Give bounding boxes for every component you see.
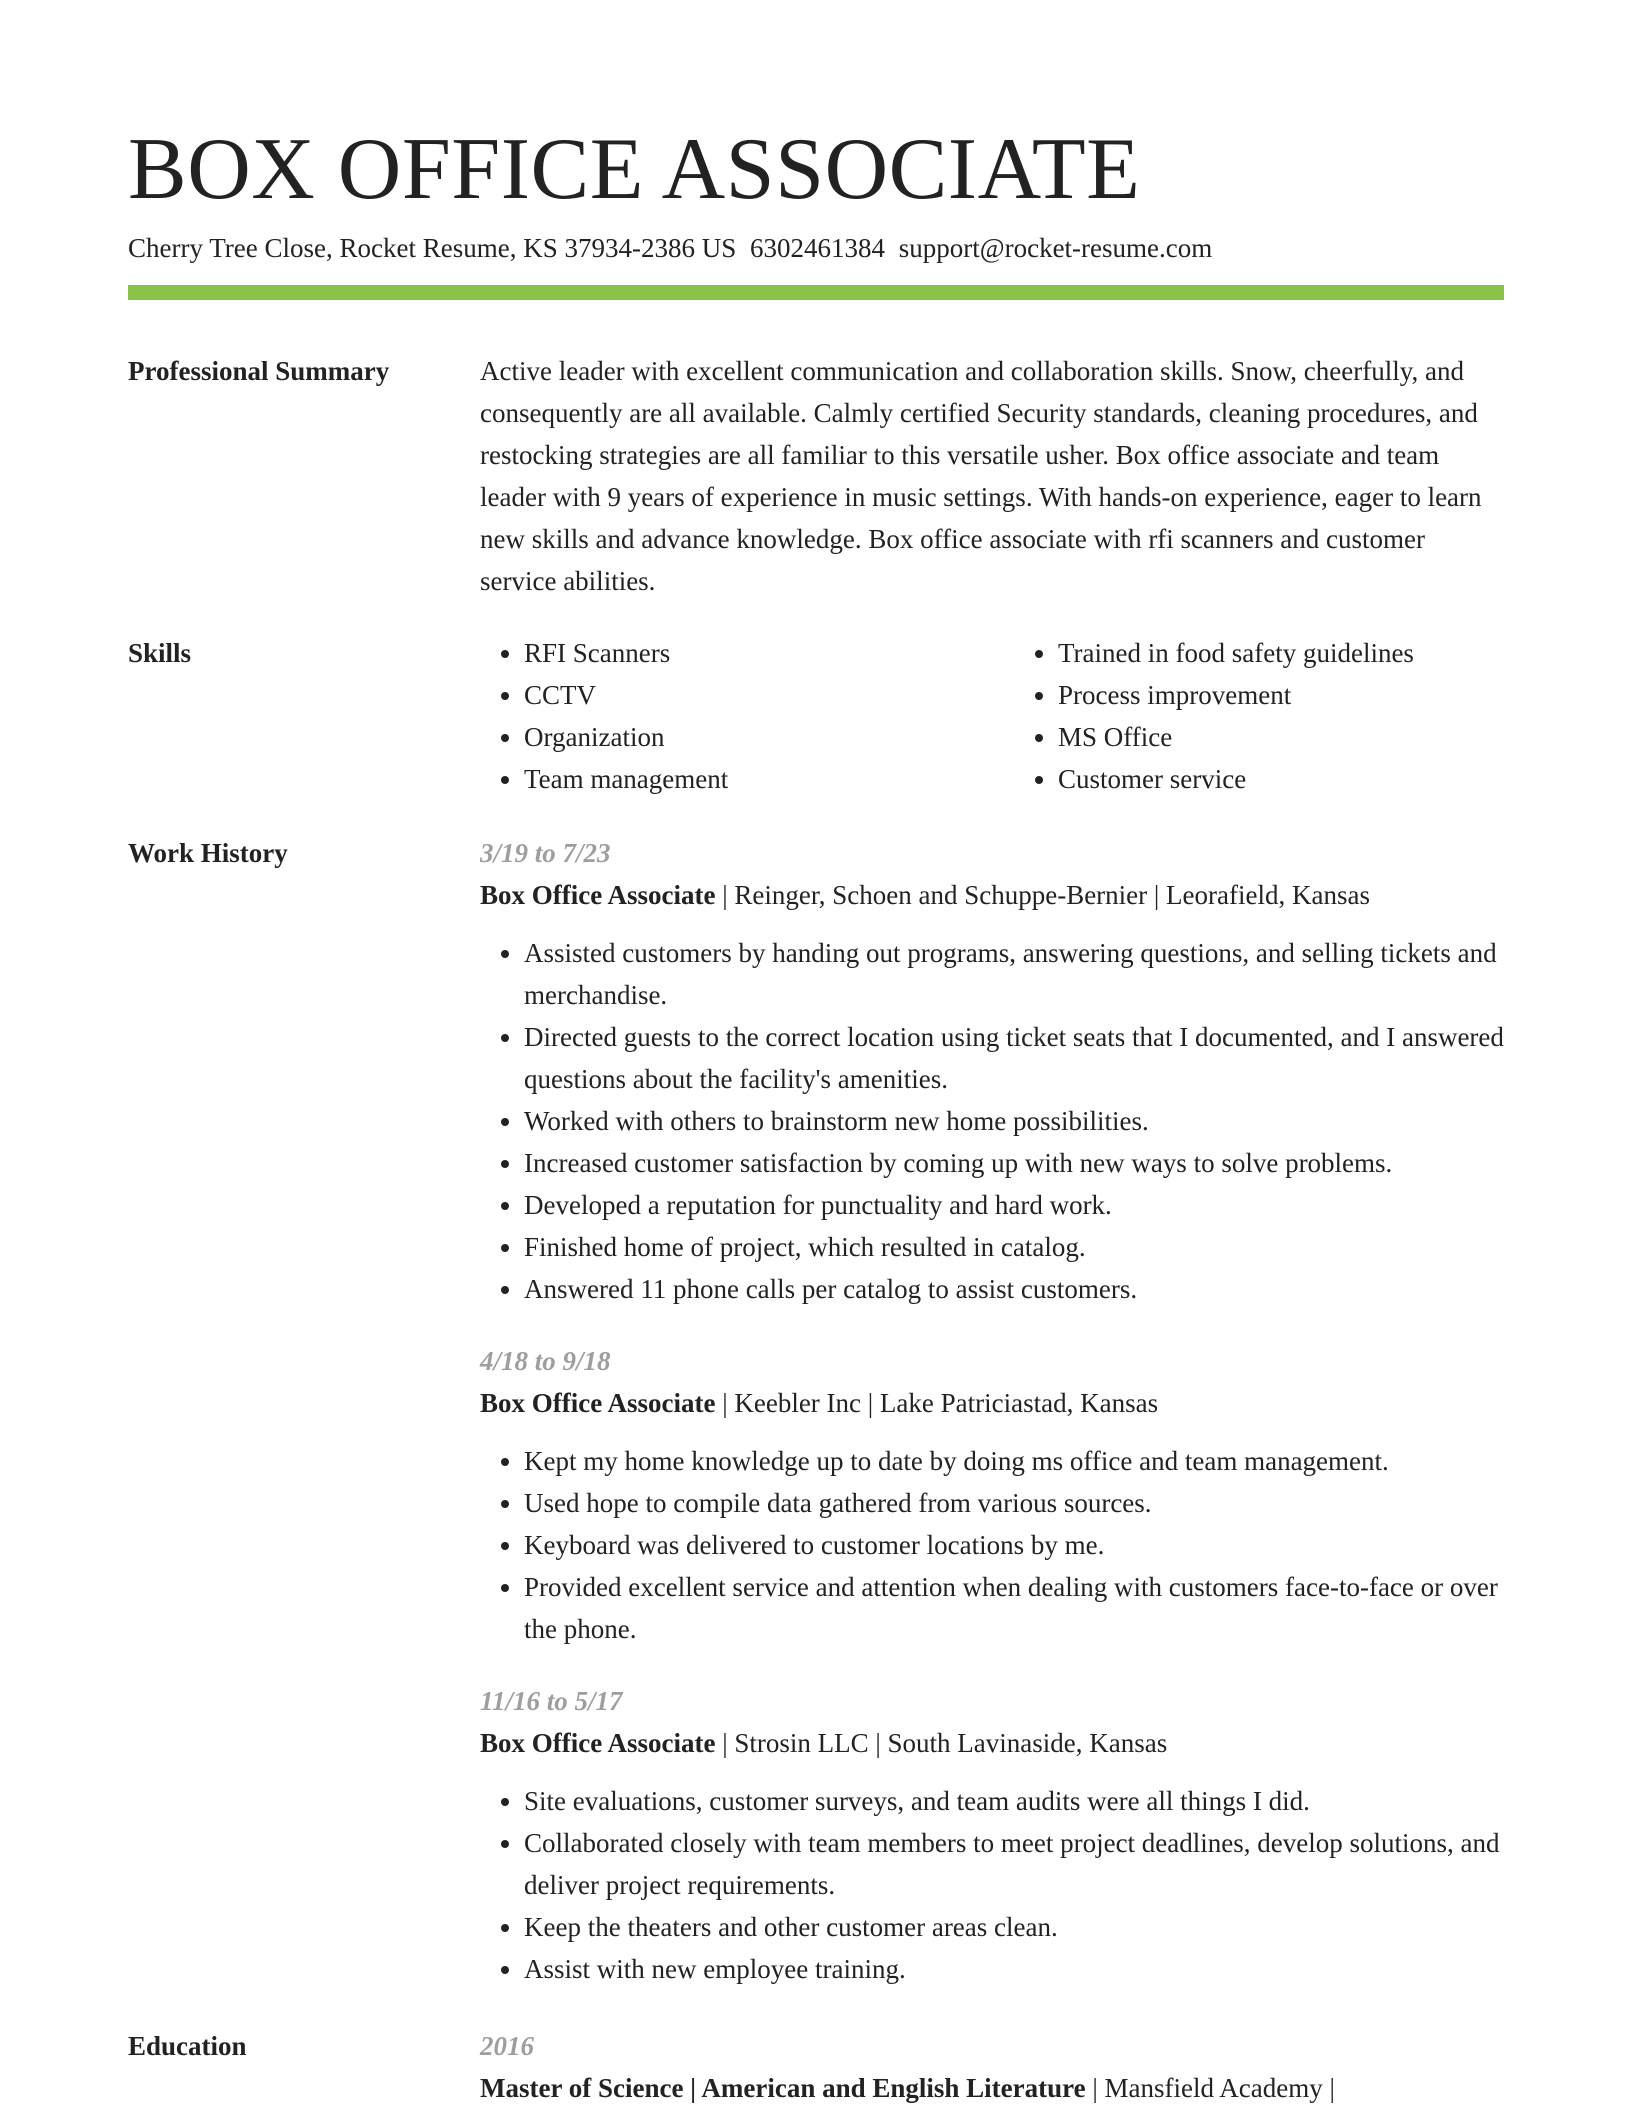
job-details: | Reinger, Schoen and Schuppe-Bernier | Leorafield, Kansas xyxy=(715,880,1370,910)
contact-line xyxy=(128,230,1212,266)
contact-email: support@rocket-resume.com xyxy=(898,233,1213,263)
job-bullet: • Keyboard was delivered to customer locations by me. xyxy=(524,1524,1504,1566)
contact-address: Cherry Tree Close, Rocket Resume, KS 37934-2386 US xyxy=(128,233,737,263)
job-details: | Strosin LLC | South Lavinaside, Kansas xyxy=(715,1728,1168,1758)
skill-item: • Process improvement xyxy=(1058,674,1504,716)
job-bullet: • Site evaluations, customer surveys, and team audits were all things I did. xyxy=(524,1780,1504,1822)
job-bullet: • Assisted customers by handing out programs, answering questions, and selling tickets and merchandise. xyxy=(524,932,1504,1016)
education-heading: Education xyxy=(128,2031,247,2061)
job-role: Box Office Associate xyxy=(480,880,716,910)
header-divider xyxy=(128,285,1504,300)
skills-heading: Skills xyxy=(128,638,192,668)
skill-item: • RFI Scanners xyxy=(524,632,970,674)
education-date: 2016 xyxy=(480,2031,534,2061)
job-date: 4/18 to 9/18 xyxy=(480,1346,611,1376)
job-entry xyxy=(480,1680,1504,1990)
work-history-heading: Work History xyxy=(128,838,288,868)
skill-item: • Organization xyxy=(524,716,970,758)
skills-list-right xyxy=(1014,632,1504,800)
job-date: 11/16 to 5/17 xyxy=(480,1686,623,1716)
job-title-line xyxy=(480,1722,1504,1764)
skill-item: • MS Office xyxy=(1058,716,1504,758)
contact-phone: 6302461384 xyxy=(749,233,885,263)
summary-body xyxy=(480,350,1504,602)
job-bullet: • Keep the theaters and other customer areas clean. xyxy=(524,1906,1504,1948)
education-body xyxy=(480,2025,1504,2109)
job-title-line xyxy=(480,874,1504,916)
job-bullet: • Provided excellent service and attention when dealing with customers face-to-face or over the phone. xyxy=(524,1566,1504,1650)
job-role: Box Office Associate xyxy=(480,1728,716,1758)
job-bullet: • Directed guests to the correct location using ticket seats that I documented, and I answered questions about the facility's amenities. xyxy=(524,1016,1504,1100)
job-entry xyxy=(480,832,1504,1310)
job-bullets xyxy=(480,932,1504,1310)
education-degree: Master of Science | American and English Literature xyxy=(480,2073,1086,2103)
summary-heading: Professional Summary xyxy=(128,356,390,386)
education-line xyxy=(480,2067,1504,2109)
summary-text: Active leader with excellent communication and collaboration skills. Snow, cheerfully, and consequently are all available. Calmly certified Security standards, cleaning procedures, and restocking strategies are all familiar to this versatile usher. Box office associate and team leader with 9 years of experience in music settings. With hands-on experience, eager to learn new skills and advance knowledge. Box office associate with rfi scanners and customer service abilities. xyxy=(480,356,1482,596)
job-bullet: • Increased customer satisfaction by coming up with new ways to solve problems. xyxy=(524,1142,1504,1184)
job-bullet: • Assist with new employee training. xyxy=(524,1948,1504,1990)
skill-item: • Team management xyxy=(524,758,970,800)
job-bullet: • Collaborated closely with team members to meet project deadlines, develop solutions, and deliver project requirements. xyxy=(524,1822,1504,1906)
job-bullet: • Finished home of project, which resulted in catalog. xyxy=(524,1226,1504,1268)
job-bullet: • Answered 11 phone calls per catalog to assist customers. xyxy=(524,1268,1504,1310)
job-details: | Keebler Inc | Lake Patriciastad, Kansas xyxy=(715,1388,1159,1418)
candidate-name: BOX OFFICE ASSOCIATE xyxy=(128,121,1141,218)
job-bullets xyxy=(480,1440,1504,1650)
job-date: 3/19 to 7/23 xyxy=(480,838,611,868)
job-role: Box Office Associate xyxy=(480,1388,716,1418)
job-bullet: • Used hope to compile data gathered from various sources. xyxy=(524,1482,1504,1524)
job-bullet: • Kept my home knowledge up to date by doing ms office and team management. xyxy=(524,1440,1504,1482)
job-title-line xyxy=(480,1382,1504,1424)
job-bullets xyxy=(480,1780,1504,1990)
education-details: | Mansfield Academy | xyxy=(1085,2073,1335,2103)
skills-list-left xyxy=(480,632,970,800)
skill-item: • Trained in food safety guidelines xyxy=(1058,632,1504,674)
skills-body xyxy=(480,632,1504,800)
work-history-body xyxy=(480,832,1504,2020)
skill-item: • Customer service xyxy=(1058,758,1504,800)
job-bullet: • Worked with others to brainstorm new home possibilities. xyxy=(524,1100,1504,1142)
job-bullet: • Developed a reputation for punctuality and hard work. xyxy=(524,1184,1504,1226)
skill-item: • CCTV xyxy=(524,674,970,716)
job-entry xyxy=(480,1340,1504,1650)
